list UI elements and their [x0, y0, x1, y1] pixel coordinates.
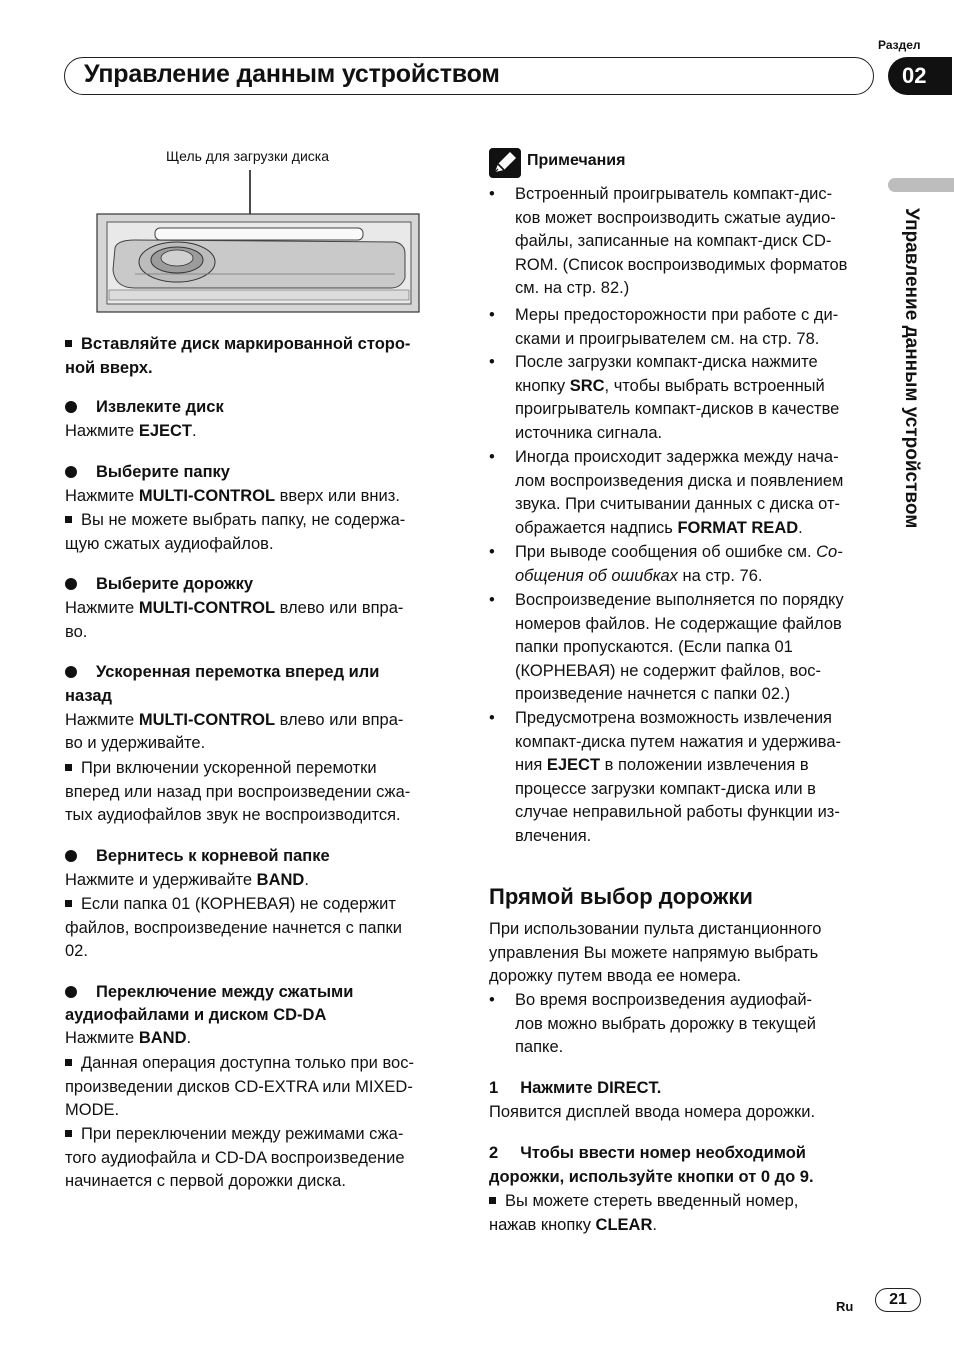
square-bullet-icon — [65, 900, 72, 907]
step-track-heading — [65, 573, 253, 597]
step-2-heading: 2 Чтобы ввести номер необходимой — [489, 1144, 806, 1162]
side-title-text: Управление данным устройством — [901, 208, 922, 529]
disc-slot-illustration — [95, 170, 425, 320]
pencil-note-icon — [489, 148, 521, 178]
step-ffwd-title: Ускоренная перемотка вперед или — [96, 663, 380, 681]
round-bullet-icon — [65, 986, 77, 998]
square-bullet-icon — [65, 516, 72, 523]
round-bullet-icon — [65, 466, 77, 478]
step-track-title: Выберите дорожку — [96, 575, 254, 593]
bullet: • — [489, 709, 495, 727]
insert-note — [65, 333, 455, 380]
round-bullet-icon — [65, 850, 77, 862]
side-title — [898, 208, 924, 588]
step-ffwd-heading — [65, 661, 379, 685]
step-root-heading — [65, 845, 330, 869]
step-1-desc: Появится дисплей ввода номера дорожки. — [489, 1103, 816, 1121]
step-switch-desc: Нажмите BAND. — [65, 1029, 192, 1047]
square-bullet-icon — [65, 1130, 72, 1137]
notes-heading: Примечания — [527, 152, 626, 169]
page-number-text: 21 — [889, 1291, 907, 1308]
step-2-heading-2: дорожки, используйте кнопки от 0 до 9. — [489, 1168, 814, 1186]
step-track-desc: Нажмите MULTI-CONTROL влево или впра- — [65, 599, 404, 617]
bullet: • — [489, 591, 495, 609]
section-intro: При использовании пульта дистанционного управления Вы можете напрямую выбрать дорожку путем ввода ее номера. — [489, 920, 822, 985]
round-bullet-icon — [65, 401, 77, 413]
step-number: 2 — [489, 1144, 499, 1162]
bullet: • — [489, 185, 495, 203]
section-heading: Прямой выбор дорожки — [489, 884, 753, 909]
language-label: Ru — [836, 1299, 854, 1314]
round-bullet-icon — [65, 666, 77, 678]
chapter-number: 02 — [902, 63, 927, 88]
bullet: • — [489, 306, 495, 324]
bullet: • — [489, 991, 495, 1009]
step-ffwd-heading-2: назад — [65, 687, 112, 705]
page-number — [875, 1288, 921, 1312]
step-ffwd-note: При включении ускоренной перемотки вперед или назад при воспроизведении сжа- тых аудиофайлов звук не воспроизводится. — [65, 759, 411, 824]
step-switch-heading — [65, 981, 353, 1005]
bullet: • — [489, 543, 495, 561]
step-folder-desc: Нажмите MULTI-CONTROL вверх или вниз. — [65, 487, 400, 505]
step-eject-heading — [65, 396, 224, 420]
step-switch-title: Переключение между сжатыми — [96, 983, 354, 1001]
insert-note-text: Вставляйте диск маркированной сторо- ной вверх. — [65, 335, 411, 377]
square-bullet-icon — [489, 1197, 496, 1204]
step-folder-title: Выберите папку — [96, 463, 230, 481]
step-switch-note-1: Данная операция доступна только при вос- произведении дисков CD-EXTRA или MIXED- MODE. — [65, 1054, 414, 1119]
step-1-heading: 1 Нажмите DIRECT. — [489, 1079, 662, 1097]
side-tab-bar — [888, 178, 954, 192]
step-root-desc: Нажмите и удерживайте BAND. — [65, 871, 309, 889]
round-bullet-icon — [65, 578, 77, 590]
step-ffwd-desc-2: во и удерживайте. — [65, 734, 206, 752]
bullet: • — [489, 448, 495, 466]
step-root-note: Если папка 01 (КОРНЕВАЯ) не содержит файлов, воспроизведение начнется с папки 02. — [65, 895, 402, 960]
step-folder-note: Вы не можете выбрать папку, не содержа- щую сжатых аудиофайлов. — [65, 511, 406, 553]
square-bullet-icon — [65, 340, 72, 347]
step-folder-heading — [65, 461, 230, 485]
page-title: Управление данным устройством — [84, 60, 500, 88]
chapter-badge — [888, 57, 952, 95]
step-switch-heading-2: аудиофайлами и диском CD-DA — [65, 1006, 327, 1024]
step-number: 1 — [489, 1079, 499, 1097]
square-bullet-icon — [65, 1059, 72, 1066]
step-ffwd-desc: Нажмите MULTI-CONTROL влево или впра- — [65, 711, 404, 729]
step-2-note: Вы можете стереть введенный номер, нажав кнопку CLEAR. — [489, 1192, 799, 1234]
step-eject-desc: Нажмите EJECT. — [65, 422, 197, 440]
step-track-desc-2: во. — [65, 623, 88, 641]
step-switch-note-2: При переключении между режимами сжа- того аудиофайла и CD-DA воспроизведение начинается с первой дорожки диска. — [65, 1125, 405, 1190]
bullet: • — [489, 353, 495, 371]
figure-caption: Щель для загрузки диска — [166, 148, 330, 164]
section-label: Раздел — [878, 38, 921, 52]
square-bullet-icon — [65, 764, 72, 771]
step-eject-title: Извлеките диск — [96, 398, 224, 416]
step-root-title: Вернитесь к корневой папке — [96, 847, 330, 865]
